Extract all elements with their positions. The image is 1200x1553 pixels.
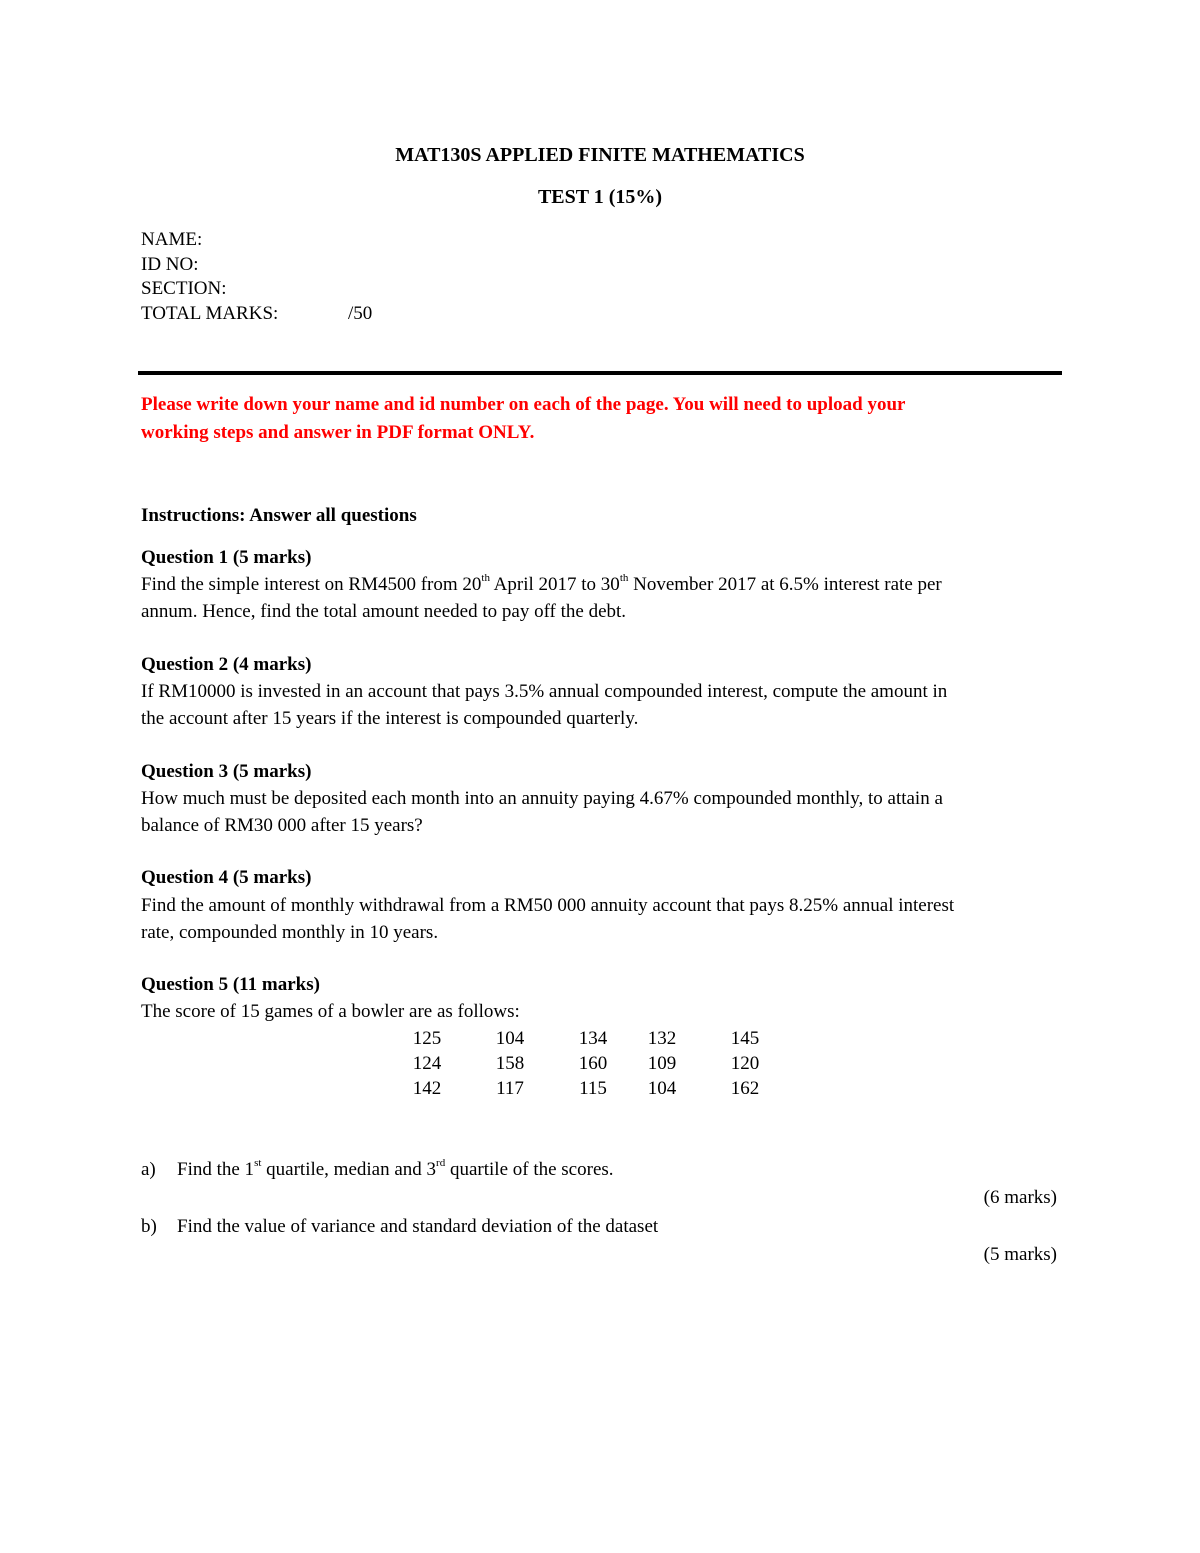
question-3-heading: Question 3 (5 marks) (141, 761, 312, 782)
question-2-line-2: the account after 15 years if the interest is compounded quarterly. (141, 708, 639, 729)
question-3-line-2: balance of RM30 000 after 15 years? (141, 815, 423, 836)
divider-rule (138, 371, 1062, 375)
score-cell: 115 (579, 1078, 607, 1099)
score-cell: 109 (647, 1053, 677, 1074)
test-subtitle: TEST 1 (15%) (537, 186, 663, 208)
question-1-line-1: Find the simple interest on RM4500 from 20th April 2017 to 30th November 2017 at 6.5% interest rate per (141, 571, 942, 595)
section-label: SECTION: (141, 278, 227, 299)
score-cell: 104 (647, 1078, 677, 1099)
total-marks-label: TOTAL MARKS: (141, 303, 279, 324)
score-cell: 132 (647, 1028, 677, 1049)
score-cell: 124 (412, 1053, 442, 1074)
question-1-heading: Question 1 (5 marks) (141, 547, 312, 568)
score-cell: 160 (578, 1053, 608, 1074)
question-2-line-1: If RM10000 is invested in an account that pays 3.5% annual compounded interest, compute the amount in (141, 681, 948, 702)
notice-line-2: working steps and answer in PDF format ONLY. (141, 422, 535, 443)
score-cell: 158 (495, 1053, 525, 1074)
question-5-heading: Question 5 (11 marks) (141, 974, 320, 995)
score-cell: 117 (496, 1078, 524, 1099)
question-2-heading: Question 2 (4 marks) (141, 654, 312, 675)
score-cell: 134 (578, 1028, 608, 1049)
part-a-text: Find the 1st quartile, median and 3rd quartile of the scores. (177, 1156, 614, 1180)
id-label: ID NO: (141, 254, 199, 275)
part-b-marks: (5 marks) (983, 1244, 1057, 1265)
question-5-intro: The score of 15 games of a bowler are as follows: (141, 1001, 520, 1022)
score-cell: 104 (495, 1028, 525, 1049)
question-4-line-1: Find the amount of monthly withdrawal from a RM50 000 annuity account that pays 8.25% annual interest (141, 895, 955, 916)
part-a-marks: (6 marks) (983, 1187, 1057, 1208)
part-b-label: b) (141, 1216, 157, 1237)
score-cell: 145 (730, 1028, 760, 1049)
page-title: MAT130S APPLIED FINITE MATHEMATICS (395, 144, 805, 166)
instructions: Instructions: Answer all questions (141, 505, 417, 526)
question-3-line-1: How much must be deposited each month into an annuity paying 4.67% compounded monthly, to attain a (141, 788, 943, 809)
question-4-heading: Question 4 (5 marks) (141, 867, 312, 888)
score-cell: 142 (412, 1078, 442, 1099)
part-a-label: a) (141, 1159, 156, 1180)
score-cell: 120 (730, 1053, 760, 1074)
score-cell: 162 (730, 1078, 760, 1099)
notice-line-1: Please write down your name and id number on each of the page. You will need to upload your (141, 394, 906, 415)
question-4-line-2: rate, compounded monthly in 10 years. (141, 922, 439, 943)
name-label: NAME: (141, 229, 203, 250)
question-1-line-2: annum. Hence, find the total amount needed to pay off the debt. (141, 601, 627, 622)
score-cell: 125 (412, 1028, 442, 1049)
total-marks-value: /50 (348, 303, 373, 324)
part-b-text: Find the value of variance and standard deviation of the dataset (177, 1216, 659, 1237)
